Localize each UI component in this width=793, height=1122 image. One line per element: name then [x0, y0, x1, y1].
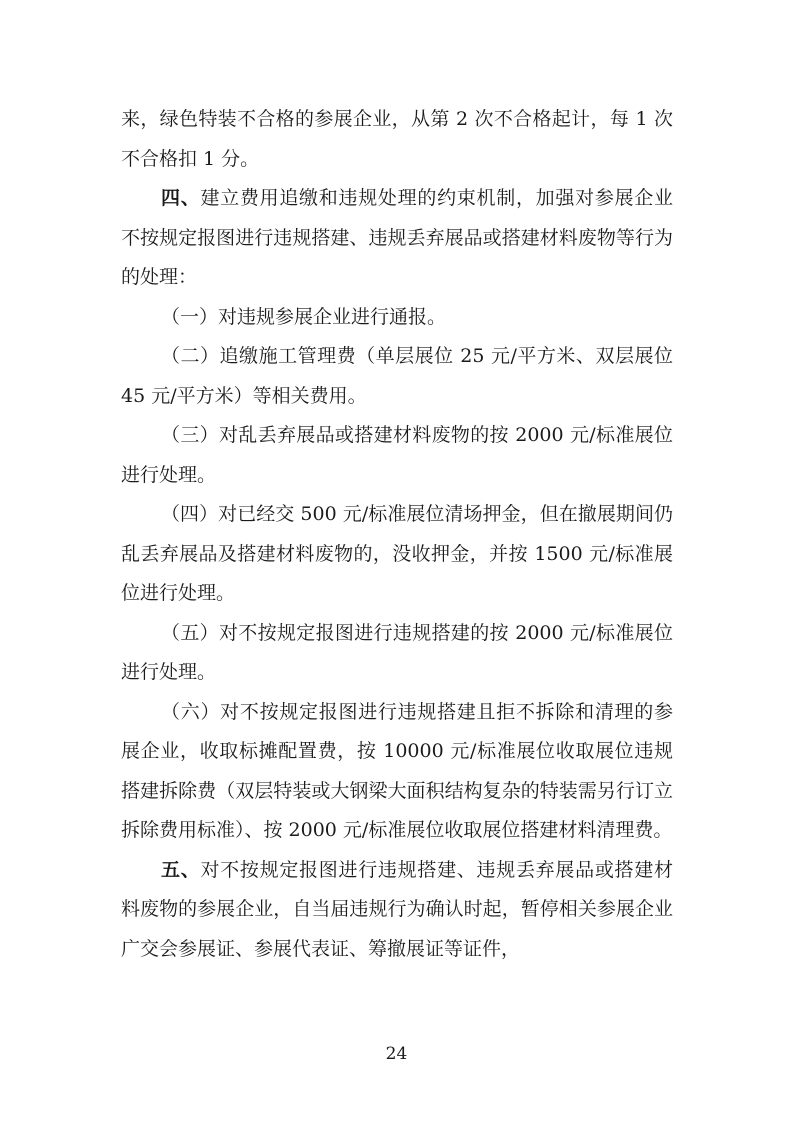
paragraph-item-4: （四）对已经交 500 元/标准展位清场押金，但在撤展期间仍乱丢弃展品及搭建材料废物的，没收押金，并按 1500 元/标准展位进行处理。 — [121, 503, 673, 604]
section-heading-five: 五、 — [161, 858, 201, 881]
paragraph-item-5: （五）对不按规定报图进行违规搭建的按 2000 元/标准展位进行处理。 — [121, 621, 673, 683]
paragraph-section-four — [121, 179, 673, 298]
paragraph-item-2: （二）追缴施工管理费（单层展位 25 元/平方米、双层展位 45 元/平方米）等相关费用。 — [121, 345, 673, 407]
section-five-text: 对不按规定报图进行违规搭建、违规丢弃展品或搭建材料废物的参展企业，自当届违规行为确认时起，暂停相关参展企业广交会参展证、参展代表证、筹撤展证等证件， — [121, 858, 673, 960]
paragraph-item-1: （一）对违规参展企业进行通报。 — [161, 305, 447, 328]
paragraph-item-6: （六）对不按规定报图进行违规搭建且拒不拆除和清理的参展企业，收取标摊配置费，按 10000 元/标准展位收取展位违规搭建拆除费（双层特装或大钢梁大面积结构复杂的特装需另行订立拆除费用标准）、按 2000 元/标准展位收取展位搭建材料清理费。 — [121, 700, 673, 841]
paragraph-item-3: （三）对乱丢弃展品或搭建材料废物的按 2000 元/标准展位进行处理。 — [121, 424, 673, 486]
section-four-text: 建立费用追缴和违规处理的约束机制，加强对参展企业不按规定报图进行违规搭建、违规丢弃展品或搭建材料废物等行为的处理： — [121, 187, 673, 288]
page-number: 24 — [385, 1044, 408, 1064]
paragraph-section-five — [121, 851, 673, 970]
document-body — [121, 100, 673, 969]
paragraph-continuation: 来，绿色特装不合格的参展企业，从第 2 次不合格起计，每 1 次不合格扣 1 分。 — [121, 108, 673, 170]
section-heading-four: 四、 — [161, 187, 201, 209]
